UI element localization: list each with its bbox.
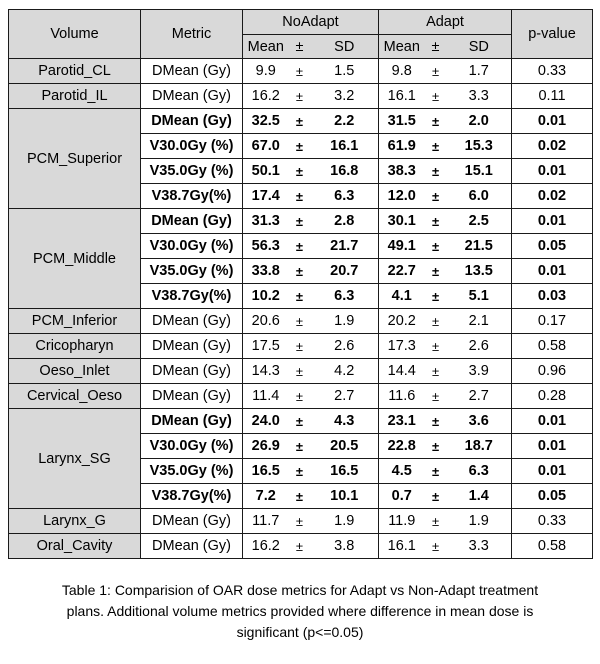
metric-cell: V35.0Gy (%) — [141, 259, 243, 284]
adapt-pm-cell: ± — [425, 159, 447, 184]
dose-metrics-table — [8, 9, 593, 559]
adapt-mean-cell: 17.3 — [379, 334, 425, 359]
adapt-mean-cell: 31.5 — [379, 109, 425, 134]
noadapt-pm-cell: ± — [289, 409, 311, 434]
caption-line-3: significant (p<=0.05) — [236, 624, 364, 640]
noadapt-sd-cell: 20.5 — [311, 434, 379, 459]
adapt-mean-cell: 16.1 — [379, 534, 425, 559]
volume-cell: Larynx_G — [9, 509, 141, 534]
noadapt-sd-cell: 4.2 — [311, 359, 379, 384]
noadapt-sd-cell: 2.8 — [311, 209, 379, 234]
adapt-sd-cell: 15.1 — [447, 159, 512, 184]
volume-cell: Oeso_Inlet — [9, 359, 141, 384]
noadapt-sd-cell: 1.9 — [311, 509, 379, 534]
table-caption — [6, 580, 594, 643]
adapt-sd-cell: 3.6 — [447, 409, 512, 434]
pvalue-cell: 0.58 — [512, 534, 593, 559]
metric-cell: DMean (Gy) — [141, 84, 243, 109]
noadapt-pm-cell: ± — [289, 209, 311, 234]
noadapt-mean-cell: 50.1 — [243, 159, 289, 184]
volume-cell: Parotid_IL — [9, 84, 141, 109]
volume-cell: Cricopharyn — [9, 334, 141, 359]
pvalue-header: p-value — [512, 10, 593, 59]
pvalue-cell: 0.05 — [512, 234, 593, 259]
pvalue-cell: 0.17 — [512, 309, 593, 334]
metric-header: Metric — [141, 10, 243, 59]
noadapt-mean-cell: 7.2 — [243, 484, 289, 509]
adapt-sd-cell: 3.9 — [447, 359, 512, 384]
adapt-header: Adapt — [379, 10, 512, 35]
metric-cell: V30.0Gy (%) — [141, 234, 243, 259]
adapt-mean-cell: 4.5 — [379, 459, 425, 484]
noadapt-mean-cell: 31.3 — [243, 209, 289, 234]
adapt-mean-cell: 38.3 — [379, 159, 425, 184]
adapt-sd-cell: 2.7 — [447, 384, 512, 409]
metric-cell: V35.0Gy (%) — [141, 459, 243, 484]
metric-cell: DMean (Gy) — [141, 109, 243, 134]
table-row — [9, 309, 593, 334]
noadapt-mean-cell: 11.4 — [243, 384, 289, 409]
noadapt-pm-cell: ± — [289, 259, 311, 284]
adapt-sd-cell: 6.3 — [447, 459, 512, 484]
adapt-pm-cell: ± — [425, 184, 447, 209]
noadapt-sd-header: SD — [311, 35, 379, 59]
noadapt-mean-cell: 11.7 — [243, 509, 289, 534]
adapt-pm-cell: ± — [425, 209, 447, 234]
adapt-mean-cell: 11.9 — [379, 509, 425, 534]
noadapt-pm-cell: ± — [289, 59, 311, 84]
noadapt-mean-cell: 26.9 — [243, 434, 289, 459]
volume-header: Volume — [9, 10, 141, 59]
adapt-pm-cell: ± — [425, 109, 447, 134]
adapt-sd-cell: 3.3 — [447, 84, 512, 109]
metric-cell: DMean (Gy) — [141, 384, 243, 409]
noadapt-sd-cell: 2.2 — [311, 109, 379, 134]
metric-cell: DMean (Gy) — [141, 509, 243, 534]
noadapt-sd-cell: 2.7 — [311, 384, 379, 409]
adapt-sd-cell: 18.7 — [447, 434, 512, 459]
volume-cell: PCM_Inferior — [9, 309, 141, 334]
metric-cell: V38.7Gy(%) — [141, 184, 243, 209]
adapt-mean-cell: 0.7 — [379, 484, 425, 509]
metric-cell: DMean (Gy) — [141, 209, 243, 234]
table-row — [9, 534, 593, 559]
metric-cell: DMean (Gy) — [141, 359, 243, 384]
adapt-mean-cell: 30.1 — [379, 209, 425, 234]
noadapt-sd-cell: 4.3 — [311, 409, 379, 434]
table-row — [9, 359, 593, 384]
noadapt-pm-cell: ± — [289, 134, 311, 159]
noadapt-pm-cell: ± — [289, 184, 311, 209]
pvalue-cell: 0.01 — [512, 259, 593, 284]
metric-cell: V30.0Gy (%) — [141, 134, 243, 159]
volume-cell: Oral_Cavity — [9, 534, 141, 559]
adapt-mean-cell: 16.1 — [379, 84, 425, 109]
noadapt-mean-cell: 56.3 — [243, 234, 289, 259]
metric-cell: DMean (Gy) — [141, 534, 243, 559]
metric-cell: DMean (Gy) — [141, 309, 243, 334]
noadapt-pm-cell: ± — [289, 109, 311, 134]
noadapt-mean-cell: 10.2 — [243, 284, 289, 309]
noadapt-pm-cell: ± — [289, 309, 311, 334]
adapt-sd-cell: 2.1 — [447, 309, 512, 334]
adapt-pm-cell: ± — [425, 284, 447, 309]
adapt-sd-cell: 1.9 — [447, 509, 512, 534]
adapt-sd-cell: 3.3 — [447, 534, 512, 559]
adapt-sd-cell: 2.5 — [447, 209, 512, 234]
adapt-mean-cell: 12.0 — [379, 184, 425, 209]
pvalue-cell: 0.01 — [512, 409, 593, 434]
noadapt-sd-cell: 2.6 — [311, 334, 379, 359]
noadapt-pm-cell: ± — [289, 434, 311, 459]
adapt-sd-cell: 2.6 — [447, 334, 512, 359]
noadapt-pm-header: ± — [289, 35, 311, 59]
pvalue-cell: 0.02 — [512, 134, 593, 159]
noadapt-pm-cell: ± — [289, 84, 311, 109]
noadapt-mean-header: Mean — [243, 35, 289, 59]
pvalue-cell: 0.01 — [512, 434, 593, 459]
noadapt-mean-cell: 17.5 — [243, 334, 289, 359]
adapt-sd-cell: 1.7 — [447, 59, 512, 84]
adapt-mean-cell: 61.9 — [379, 134, 425, 159]
adapt-sd-header: SD — [447, 35, 512, 59]
adapt-mean-cell: 20.2 — [379, 309, 425, 334]
noadapt-mean-cell: 67.0 — [243, 134, 289, 159]
adapt-sd-cell: 15.3 — [447, 134, 512, 159]
table-row — [9, 109, 593, 134]
metric-cell: DMean (Gy) — [141, 59, 243, 84]
adapt-sd-cell: 6.0 — [447, 184, 512, 209]
noadapt-sd-cell: 6.3 — [311, 284, 379, 309]
metric-cell: V38.7Gy(%) — [141, 484, 243, 509]
adapt-pm-cell: ± — [425, 84, 447, 109]
metric-cell: DMean (Gy) — [141, 334, 243, 359]
adapt-pm-cell: ± — [425, 59, 447, 84]
metric-cell: DMean (Gy) — [141, 409, 243, 434]
noadapt-sd-cell: 1.5 — [311, 59, 379, 84]
noadapt-pm-cell: ± — [289, 384, 311, 409]
noadapt-sd-cell: 1.9 — [311, 309, 379, 334]
noadapt-pm-cell: ± — [289, 359, 311, 384]
adapt-pm-cell: ± — [425, 359, 447, 384]
noadapt-mean-cell: 16.5 — [243, 459, 289, 484]
noadapt-sd-cell: 10.1 — [311, 484, 379, 509]
adapt-mean-cell: 49.1 — [379, 234, 425, 259]
adapt-pm-header: ± — [425, 35, 447, 59]
metric-cell: V38.7Gy(%) — [141, 284, 243, 309]
noadapt-pm-cell: ± — [289, 284, 311, 309]
adapt-mean-cell: 4.1 — [379, 284, 425, 309]
table-row — [9, 384, 593, 409]
pvalue-cell: 0.28 — [512, 384, 593, 409]
table-row — [9, 509, 593, 534]
noadapt-sd-cell: 3.2 — [311, 84, 379, 109]
adapt-sd-cell: 13.5 — [447, 259, 512, 284]
noadapt-mean-cell: 16.2 — [243, 84, 289, 109]
adapt-mean-cell: 9.8 — [379, 59, 425, 84]
pvalue-cell: 0.11 — [512, 84, 593, 109]
adapt-pm-cell: ± — [425, 459, 447, 484]
adapt-mean-cell: 22.8 — [379, 434, 425, 459]
noadapt-mean-cell: 32.5 — [243, 109, 289, 134]
noadapt-mean-cell: 16.2 — [243, 534, 289, 559]
adapt-mean-cell: 23.1 — [379, 409, 425, 434]
volume-cell: Larynx_SG — [9, 409, 141, 509]
noadapt-sd-cell: 16.8 — [311, 159, 379, 184]
adapt-pm-cell: ± — [425, 434, 447, 459]
metric-cell: V30.0Gy (%) — [141, 434, 243, 459]
adapt-pm-cell: ± — [425, 234, 447, 259]
volume-cell: PCM_Middle — [9, 209, 141, 309]
pvalue-cell: 0.03 — [512, 284, 593, 309]
noadapt-sd-cell: 3.8 — [311, 534, 379, 559]
metric-cell: V35.0Gy (%) — [141, 159, 243, 184]
adapt-pm-cell: ± — [425, 334, 447, 359]
pvalue-cell: 0.33 — [512, 59, 593, 84]
noadapt-header: NoAdapt — [243, 10, 379, 35]
noadapt-sd-cell: 16.1 — [311, 134, 379, 159]
caption-line-2: plans. Additional volume metrics provided where difference in mean dose is — [66, 603, 534, 619]
adapt-mean-cell: 11.6 — [379, 384, 425, 409]
table-row — [9, 84, 593, 109]
adapt-sd-cell: 21.5 — [447, 234, 512, 259]
noadapt-mean-cell: 9.9 — [243, 59, 289, 84]
pvalue-cell: 0.01 — [512, 209, 593, 234]
adapt-pm-cell: ± — [425, 509, 447, 534]
noadapt-mean-cell: 20.6 — [243, 309, 289, 334]
noadapt-mean-cell: 14.3 — [243, 359, 289, 384]
noadapt-mean-cell: 17.4 — [243, 184, 289, 209]
pvalue-cell: 0.02 — [512, 184, 593, 209]
noadapt-pm-cell: ± — [289, 459, 311, 484]
noadapt-pm-cell: ± — [289, 534, 311, 559]
volume-cell: PCM_Superior — [9, 109, 141, 209]
noadapt-sd-cell: 16.5 — [311, 459, 379, 484]
caption-line-1: Table 1: Comparision of OAR dose metrics for Adapt vs Non-Adapt treatment — [61, 582, 539, 598]
adapt-pm-cell: ± — [425, 384, 447, 409]
noadapt-pm-cell: ± — [289, 334, 311, 359]
adapt-mean-cell: 22.7 — [379, 259, 425, 284]
volume-cell: Parotid_CL — [9, 59, 141, 84]
noadapt-pm-cell: ± — [289, 509, 311, 534]
adapt-pm-cell: ± — [425, 259, 447, 284]
pvalue-cell: 0.33 — [512, 509, 593, 534]
adapt-sd-cell: 1.4 — [447, 484, 512, 509]
adapt-pm-cell: ± — [425, 134, 447, 159]
adapt-mean-cell: 14.4 — [379, 359, 425, 384]
table-row — [9, 409, 593, 434]
pvalue-cell: 0.01 — [512, 159, 593, 184]
adapt-pm-cell: ± — [425, 534, 447, 559]
table-row — [9, 209, 593, 234]
noadapt-sd-cell: 6.3 — [311, 184, 379, 209]
noadapt-mean-cell: 33.8 — [243, 259, 289, 284]
adapt-mean-header: Mean — [379, 35, 425, 59]
noadapt-sd-cell: 21.7 — [311, 234, 379, 259]
noadapt-pm-cell: ± — [289, 484, 311, 509]
volume-cell: Cervical_Oeso — [9, 384, 141, 409]
table-row — [9, 59, 593, 84]
noadapt-pm-cell: ± — [289, 234, 311, 259]
table-row — [9, 334, 593, 359]
pvalue-cell: 0.01 — [512, 459, 593, 484]
adapt-pm-cell: ± — [425, 484, 447, 509]
pvalue-cell: 0.05 — [512, 484, 593, 509]
pvalue-cell: 0.01 — [512, 109, 593, 134]
noadapt-mean-cell: 24.0 — [243, 409, 289, 434]
noadapt-pm-cell: ± — [289, 159, 311, 184]
adapt-sd-cell: 2.0 — [447, 109, 512, 134]
pvalue-cell: 0.58 — [512, 334, 593, 359]
noadapt-sd-cell: 20.7 — [311, 259, 379, 284]
adapt-pm-cell: ± — [425, 309, 447, 334]
adapt-pm-cell: ± — [425, 409, 447, 434]
pvalue-cell: 0.96 — [512, 359, 593, 384]
adapt-sd-cell: 5.1 — [447, 284, 512, 309]
